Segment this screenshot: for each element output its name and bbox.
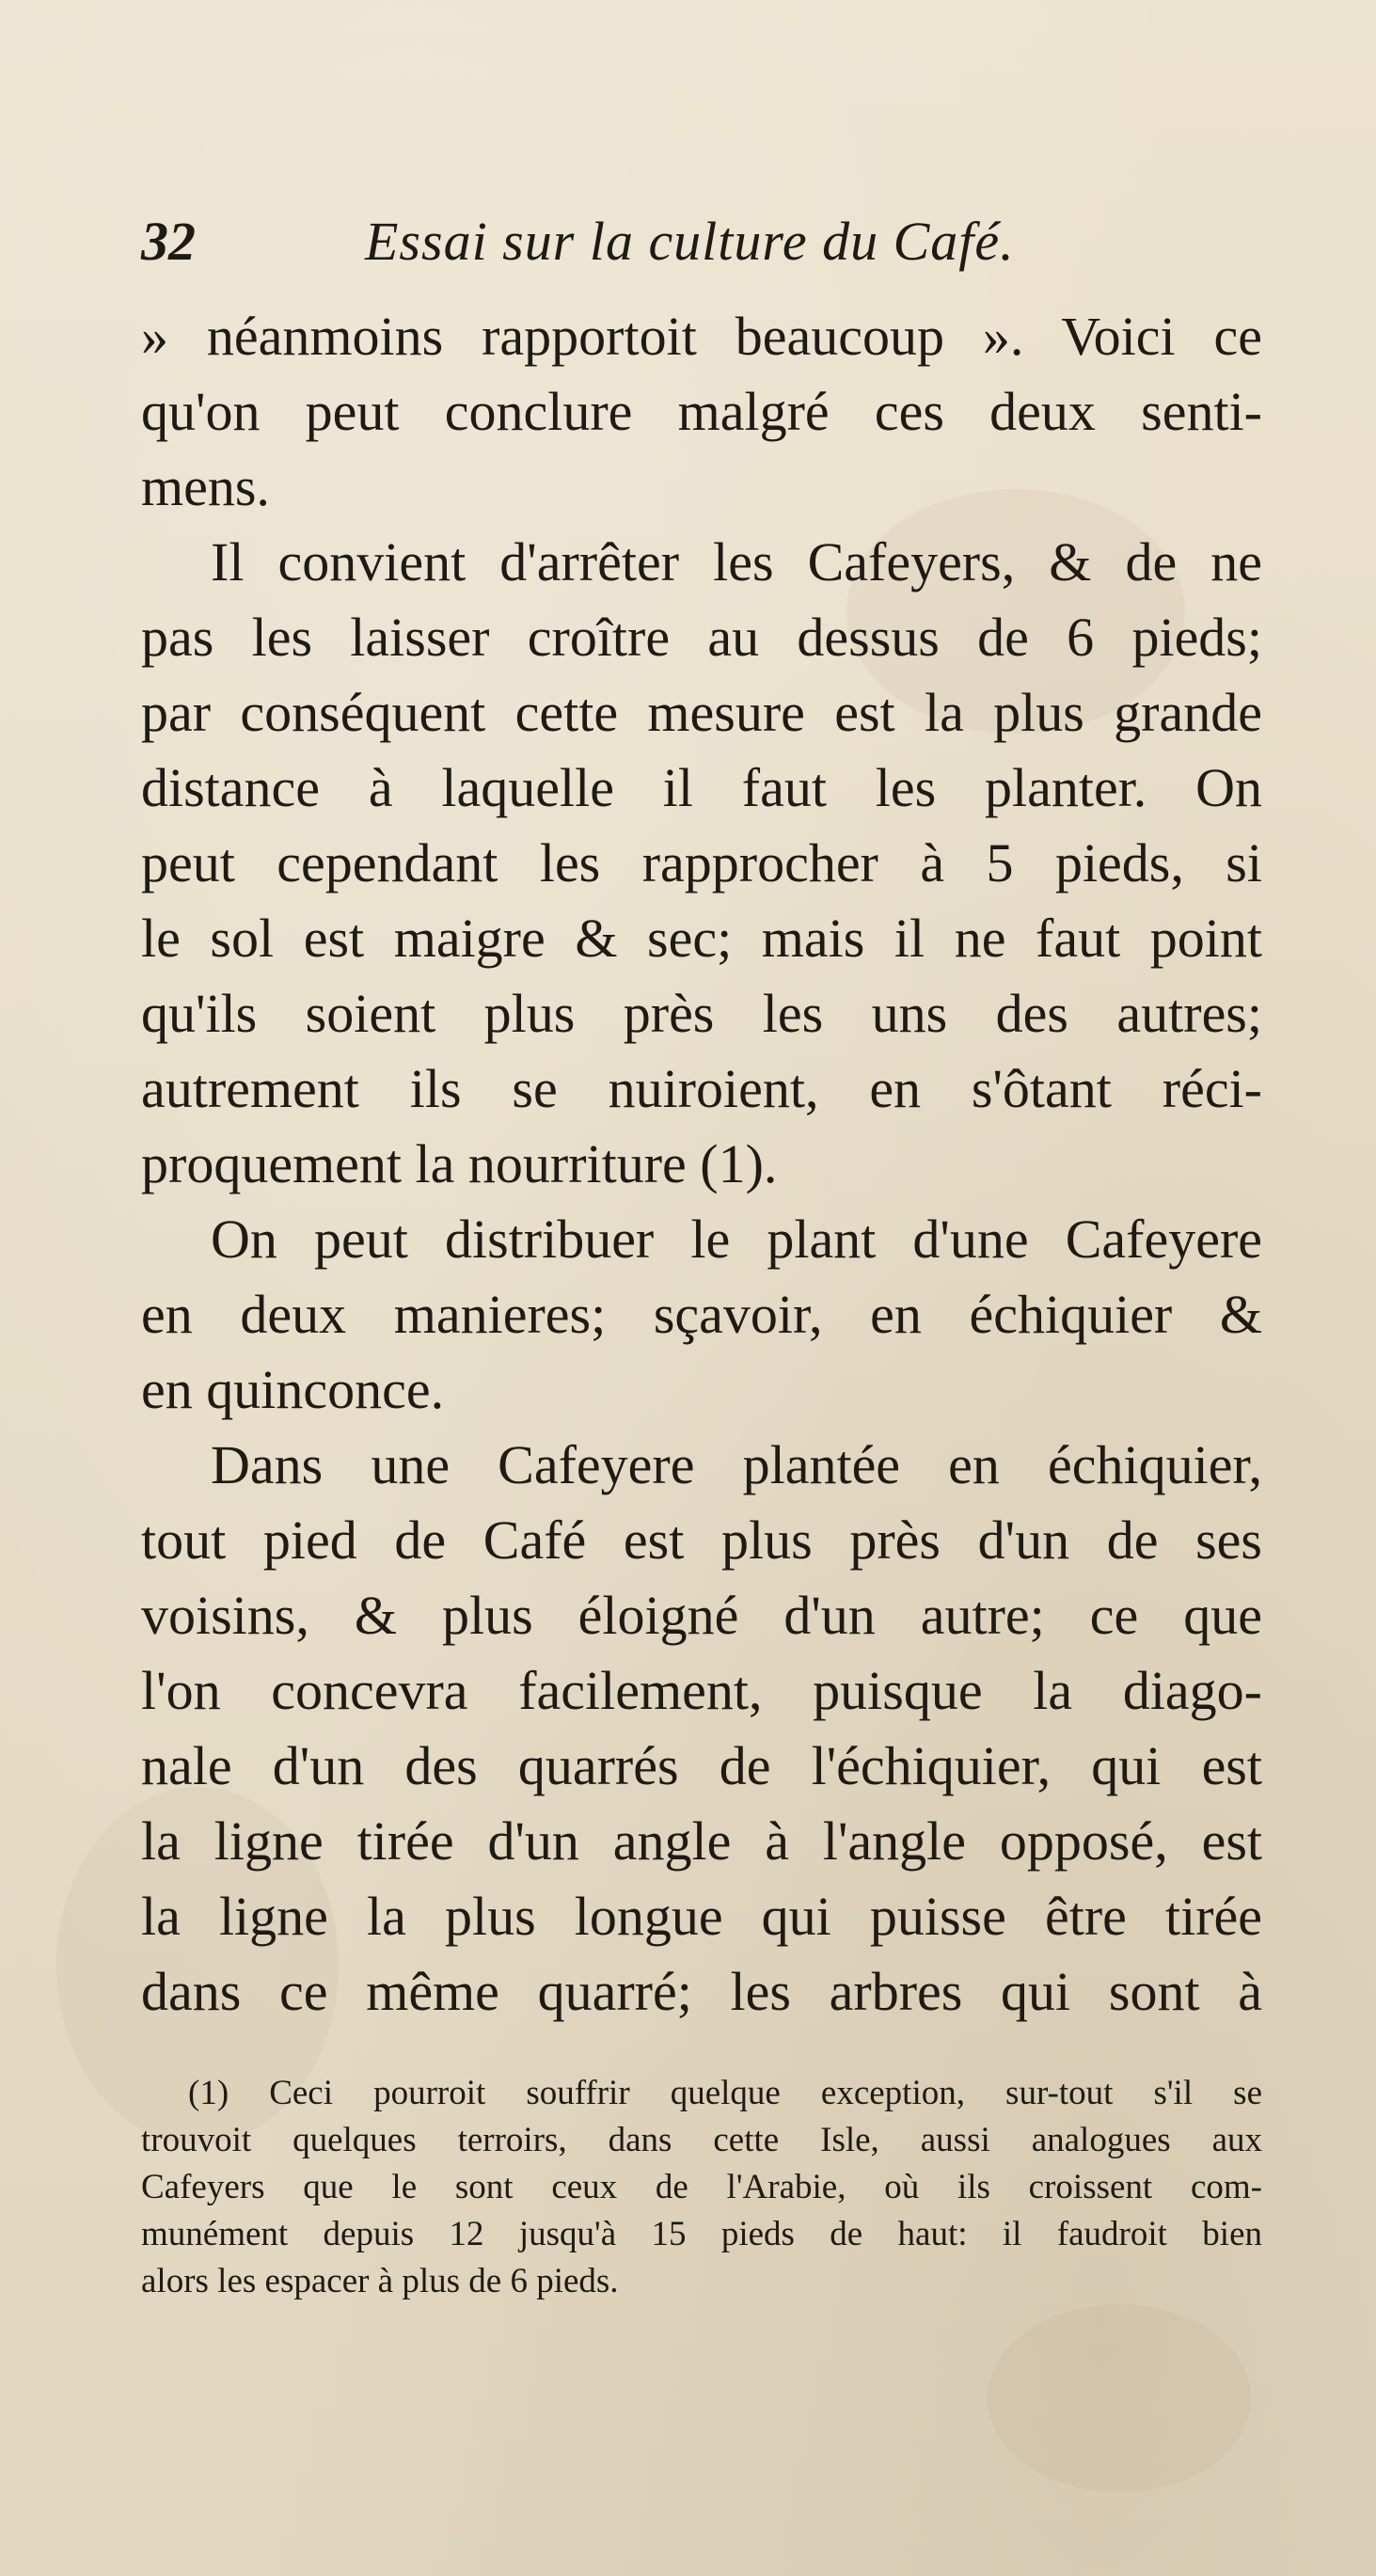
text-line: voisins, & plus éloigné d'un autre; ce que: [141, 1585, 1262, 1646]
text-line: On peut distribuer le plant d'une Cafeyere: [211, 1209, 1262, 1270]
text-line: le sol est maigre & sec; mais il ne faut point: [141, 908, 1262, 969]
text-line: dans ce même quarré; les arbres qui sont à: [141, 1961, 1262, 2022]
text-line: » néanmoins rapportoit beaucoup ». Voici ce: [141, 306, 1262, 367]
text-line: pas les laisser croître au dessus de 6 pieds;: [141, 607, 1262, 668]
running-header: [141, 209, 1270, 275]
footnote-line: trouvoit quelques terroirs, dans cette Isle, aussi analogues aux: [141, 2121, 1262, 2159]
text-line: qu'on peut conclure malgré ces deux senti-: [141, 381, 1262, 442]
footnote-line: munément depuis 12 jusqu'à 15 pieds de haut: il faudroit bien: [141, 2215, 1262, 2253]
footnote: [141, 2070, 1262, 2305]
paper-stain: [988, 2304, 1251, 2492]
text-line: qu'ils soient plus près les uns des autres;: [141, 983, 1262, 1044]
footnote-line: alors les espacer à plus de 6 pieds.: [141, 2262, 619, 2300]
text-line: autrement ils se nuiroient, en s'ôtant réci-: [141, 1058, 1262, 1119]
text-line: mens.: [141, 456, 270, 517]
text-line: Dans une Cafeyere plantée en échiquier,: [211, 1434, 1262, 1495]
footnote-line: Cafeyers que le sont ceux de l'Arabie, où ils croissent com-: [141, 2168, 1262, 2206]
text-line: distance à laquelle il faut les planter. On: [141, 757, 1262, 818]
text-line: proquement la nourriture (1).: [141, 1133, 778, 1194]
text-line: Il convient d'arrêter les Cafeyers, & de ne: [211, 531, 1262, 593]
text-line: la ligne tirée d'un angle à l'angle opposé, est: [141, 1810, 1262, 1872]
text-line: en quinconce.: [141, 1359, 445, 1420]
footnote-line: (1) Ceci pourroit souffrir quelque exception, sur-tout s'il se: [188, 2074, 1262, 2112]
body-text: [141, 299, 1262, 2030]
text-line: en deux manieres; sçavoir, en échiquier &: [141, 1284, 1262, 1345]
text-line: tout pied de Café est plus près d'un de ses: [141, 1509, 1262, 1571]
text-line: par conséquent cette mesure est la plus grande: [141, 682, 1262, 743]
running-title: Essai sur la culture du Café.: [365, 211, 1015, 272]
text-line: nale d'un des quarrés de l'échiquier, qui est: [141, 1735, 1262, 1796]
text-line: la ligne la plus longue qui puisse être tirée: [141, 1886, 1262, 1947]
page-number: 32: [141, 211, 196, 272]
text-line: l'on concevra facilement, puisque la diago-: [141, 1660, 1262, 1721]
text-line: peut cependant les rapprocher à 5 pieds, si: [141, 832, 1262, 893]
